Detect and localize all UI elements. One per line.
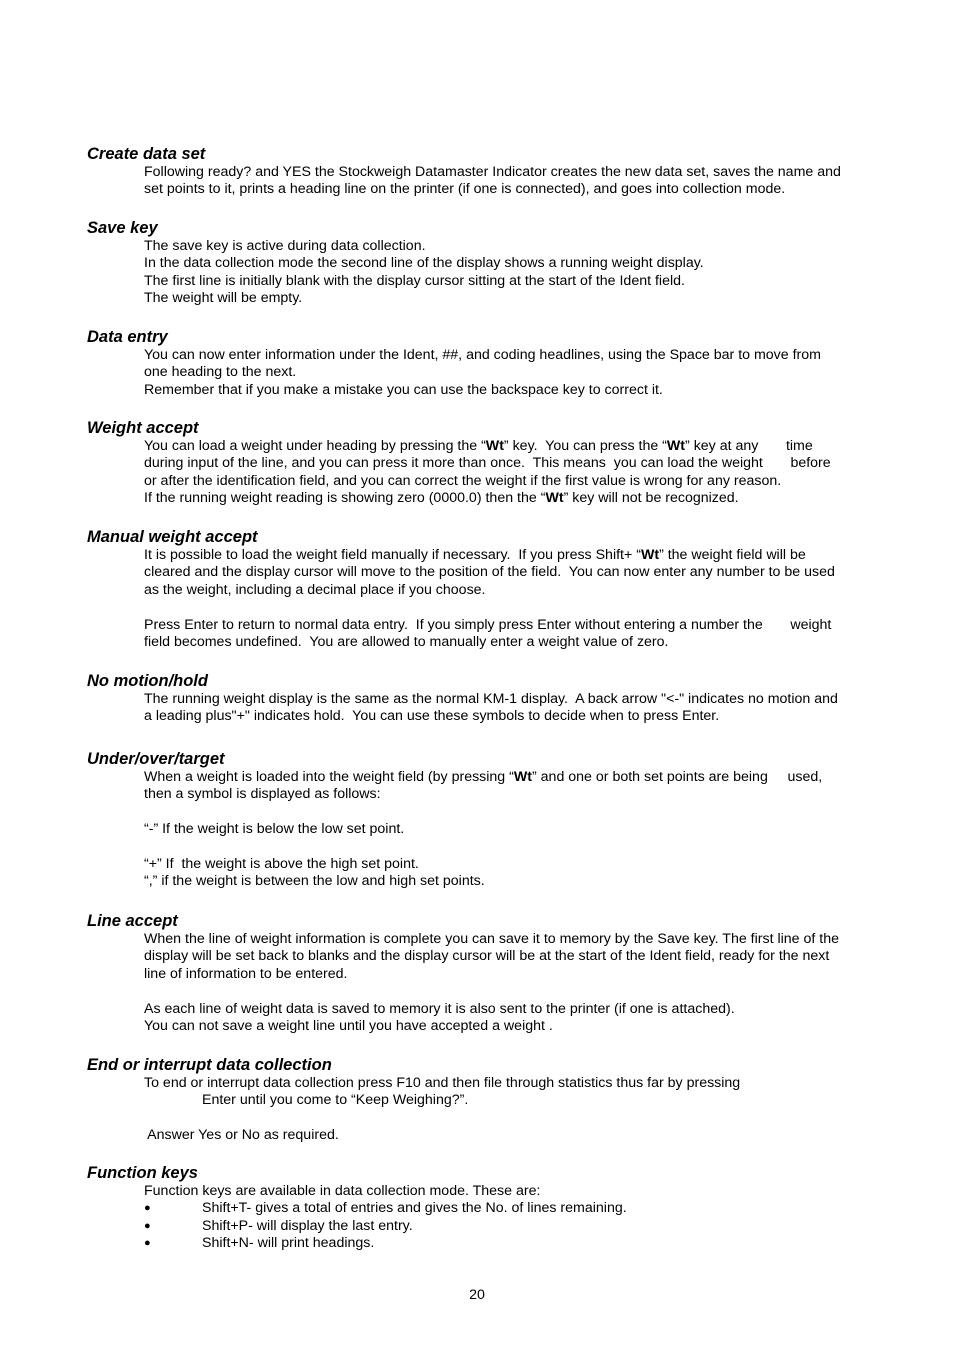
body-line: then a symbol is displayed as follows: xyxy=(144,786,381,803)
body-line: “+” If the weight is above the high set point. xyxy=(144,855,419,872)
body-line: Function keys are available in data collection mode. These are: xyxy=(144,1183,541,1199)
section-body xyxy=(144,547,897,651)
body-line: one heading to the next. xyxy=(144,364,297,381)
body-line: display will be set back to blanks and the display cursor will be at the start of the Ident field, ready for the next xyxy=(144,948,830,965)
body-line: as the weight, including a decimal place if you choose. xyxy=(144,581,486,598)
text-fragment: ” the weight field will be xyxy=(659,547,806,563)
section-heading: Line accept xyxy=(87,912,178,930)
body-line xyxy=(144,438,897,455)
body-line: set points to it, prints a heading line on the printer (if one is connected), and goes into collection mode. xyxy=(144,181,786,198)
section-line-accept xyxy=(87,912,897,1035)
body-line: You can now enter information under the Ident, ##, and coding headlines, using the Space bar to move from xyxy=(144,347,821,363)
bullet-icon: ● xyxy=(144,1237,151,1250)
body-line: “-” If the weight is below the low set point. xyxy=(144,821,405,838)
blank-line xyxy=(144,839,897,856)
section-heading: Manual weight accept xyxy=(87,528,258,546)
body-line: When the line of weight information is complete you can save it to memory by the Save key. The first line of the xyxy=(144,931,839,947)
section-data-entry xyxy=(87,328,897,399)
body-line: The save key is active during data collection. xyxy=(144,238,426,254)
wt-key-label: Wt xyxy=(513,769,532,785)
body-line: Enter until you come to “Keep Weighing?”. xyxy=(202,1092,469,1109)
list-item xyxy=(144,1235,897,1252)
section-create-data-set xyxy=(87,145,897,199)
text-fragment: ” and one or both set points are being used, xyxy=(532,769,823,785)
body-line: cleared and the display cursor will move to the position of the field. You can now enter any number to be used xyxy=(144,564,835,581)
body-line xyxy=(144,547,897,564)
bullet-icon: ● xyxy=(144,1202,151,1215)
section-function-keys xyxy=(87,1164,897,1253)
body-line: “,” if the weight is between the low and high set points. xyxy=(144,873,485,890)
list-item-text: Shift+T- gives a total of entries and gives the No. of lines remaining. xyxy=(202,1200,627,1217)
wt-key-label: Wt xyxy=(666,438,686,454)
section-heading: Under/over/target xyxy=(87,750,225,768)
body-line: or after the identification field, and you can correct the weight if the first value is wrong for any reason. xyxy=(144,472,782,489)
body-line: As each line of weight data is saved to memory it is also sent to the printer (if one is attached). xyxy=(144,1000,735,1017)
body-line: You can not save a weight line until you have accepted a weight . xyxy=(144,1017,553,1034)
text-fragment: ” key. You can press the “ xyxy=(503,438,667,454)
section-body xyxy=(144,769,897,891)
text-fragment: When a weight is loaded into the weight field (by pressing “ xyxy=(144,769,514,785)
section-body xyxy=(144,347,897,399)
section-body xyxy=(144,1075,897,1145)
body-line: The first line is initially blank with the display cursor sitting at the start of the Ident field. xyxy=(144,272,685,289)
list-item xyxy=(144,1218,897,1235)
section-heading: Save key xyxy=(87,219,158,237)
section-no-motion-hold xyxy=(87,672,897,726)
body-line: Following ready? and YES the Stockweigh Datamaster Indicator creates the new data set, saves the name and xyxy=(144,164,841,180)
body-line: Press Enter to return to normal data entry. If you simply press Enter without entering a number the weight xyxy=(144,616,832,633)
section-body xyxy=(144,238,897,308)
body-line: The weight will be empty. xyxy=(144,290,303,307)
blank-line xyxy=(144,599,897,616)
section-weight-accept xyxy=(87,419,897,508)
section-heading: Weight accept xyxy=(87,419,199,437)
blank-line xyxy=(144,1110,897,1127)
page-number: 20 xyxy=(469,1287,485,1303)
section-body xyxy=(144,931,897,1035)
section-body xyxy=(144,1183,897,1253)
body-line xyxy=(144,490,897,507)
text-fragment: It is possible to load the weight field manually if necessary. If you press Shift+ “ xyxy=(144,547,641,563)
body-line: The running weight display is the same as the normal KM-1 display. A back arrow "<-" indicates no motion and xyxy=(144,691,838,707)
blank-line xyxy=(144,804,897,821)
body-line: line of information to be entered. xyxy=(144,965,348,982)
text-fragment: If the running weight reading is showing zero (0000.0) then the “ xyxy=(144,490,546,507)
bullet-icon: ● xyxy=(144,1219,151,1232)
body-line: To end or interrupt data collection press F10 and then file through statistics thus far by pressing xyxy=(144,1075,741,1091)
section-body xyxy=(144,164,897,199)
blank-line xyxy=(144,983,897,1000)
body-line: a leading plus"+" indicates hold. You can use these symbols to decide when to press Enter. xyxy=(144,708,720,725)
body-line: Remember that if you make a mistake you can use the backspace key to correct it. xyxy=(144,381,663,398)
section-heading: No motion/hold xyxy=(87,672,208,690)
body-line: In the data collection mode the second line of the display shows a running weight display. xyxy=(144,255,704,272)
body-line xyxy=(144,769,897,786)
wt-key-label: Wt xyxy=(485,438,504,454)
section-heading: Function keys xyxy=(87,1164,198,1182)
section-heading: End or interrupt data collection xyxy=(87,1056,332,1074)
section-heading: Data entry xyxy=(87,328,168,346)
section-body xyxy=(144,691,897,726)
text-fragment: ” key will not be recognized. xyxy=(563,490,739,507)
body-line: field becomes undefined. You are allowed to manually enter a weight value of zero. xyxy=(144,633,669,650)
section-save-key xyxy=(87,219,897,308)
section-end-interrupt xyxy=(87,1056,897,1145)
text-fragment: ” key at any time xyxy=(685,438,813,454)
section-manual-weight-accept xyxy=(87,528,897,651)
body-line: during input of the line, and you can press it more than once. This means you can load the weight before xyxy=(144,455,831,472)
text-fragment: You can load a weight under heading by pressing the “ xyxy=(144,438,486,454)
wt-key-label: Wt xyxy=(640,547,660,563)
list-item-text: Shift+P- will display the last entry. xyxy=(202,1217,413,1234)
body-line: Answer Yes or No as required. xyxy=(144,1127,339,1144)
section-heading: Create data set xyxy=(87,145,206,163)
section-body xyxy=(144,438,897,508)
list-item-text: Shift+N- will print headings. xyxy=(202,1235,375,1252)
list-item xyxy=(144,1200,897,1217)
section-under-over-target xyxy=(87,750,897,891)
wt-key-label: Wt xyxy=(545,490,564,507)
